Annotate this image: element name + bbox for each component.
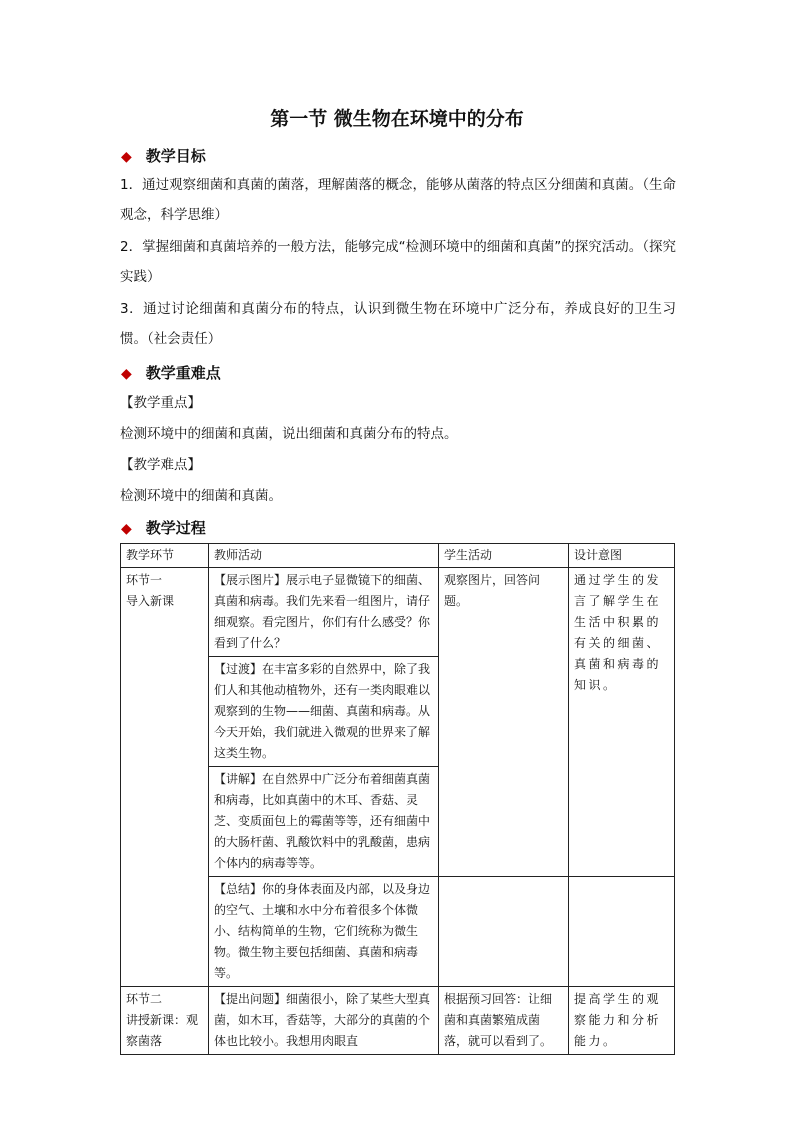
diamond-bullet-icon: ◆ <box>121 149 132 165</box>
teacher-activity-cell: 【提出问题】细菌很小，除了某些大型真菌，如木耳，香菇等，大部分的真菌的个体也比较小。我想用肉眼直 <box>209 987 439 1055</box>
section-heading-key-points: ◆ 教学重难点 <box>121 364 221 382</box>
student-activity-cell: 根据预习回答：让细菌和真菌繁殖成菌落，就可以看到了。 <box>439 987 569 1055</box>
key-points-label: 【教学重点】 <box>120 395 201 411</box>
goal-item-2: 2．掌握细菌和真菌培养的一般方法，能够完成“检测环境中的细菌和真菌”的探究活动。（探究实践） <box>120 239 676 285</box>
page-title: 第一节 微生物在环境中的分布 <box>270 108 524 130</box>
design-intent-cell-empty <box>569 877 675 987</box>
goal-item-3: 3．通过讨论细菌和真菌分布的特点，认识到微生物在环境中广泛分布，养成良好的卫生习惯。（社会责任） <box>120 301 676 347</box>
difficulty-label: 【教学难点】 <box>120 457 201 473</box>
table-row <box>121 568 675 657</box>
design-intent-cell: 提高学生的观察能力和分析能力。 <box>569 987 675 1055</box>
student-activity-cell-empty <box>439 877 569 987</box>
stage-cell: 环节二 讲授新课：观察菌落 <box>121 987 209 1055</box>
header-student-activity: 学生活动 <box>439 544 569 568</box>
design-intent-cell: 通过学生的发言了解学生在生活中积累的有关的细菌、真菌和病毒的知识。 <box>569 568 675 877</box>
difficulty-text: 检测环境中的细菌和真菌。 <box>120 488 282 504</box>
header-teacher-activity: 教师活动 <box>209 544 439 568</box>
teacher-activity-cell: 【展示图片】展示电子显微镜下的细菌、真菌和病毒。我们先来看一组图片，请仔细观察。看完图片，你们有什么感受？你看到了什么？ <box>209 568 439 657</box>
section-heading-goals: ◆ 教学目标 <box>121 147 206 165</box>
diamond-bullet-icon: ◆ <box>121 366 132 382</box>
key-points-text: 检测环境中的细菌和真菌，说出细菌和真菌分布的特点。 <box>120 426 458 442</box>
stage-cell: 环节一 导入新课 <box>121 568 209 987</box>
teacher-activity-cell: 【过渡】在丰富多彩的自然界中，除了我们人和其他动植物外，还有一类肉眼难以观察到的生物——细菌、真菌和病毒。从今天开始，我们就进入微观的世界来了解这类生物。 <box>209 657 439 767</box>
header-stage: 教学环节 <box>121 544 209 568</box>
student-activity-cell: 观察图片，回答问题。 <box>439 568 569 877</box>
lesson-process-table <box>120 543 675 1055</box>
diamond-bullet-icon: ◆ <box>121 521 132 537</box>
teacher-activity-cell: 【讲解】在自然界中广泛分布着细菌真菌和病毒，比如真菌中的木耳、香菇、灵芝、变质面包上的霉菌等等，还有细菌中的大肠杆菌、乳酸饮料中的乳酸菌，患病个体内的病毒等等。 <box>209 767 439 877</box>
goal-item-1: 1．通过观察细菌和真菌的菌落，理解菌落的概念，能够从菌落的特点区分细菌和真菌。（生命观念，科学思维） <box>120 177 676 223</box>
teacher-activity-cell: 【总结】你的身体表面及内部，以及身边的空气、土壤和水中分布着很多个体微小、结构简单的生物，它们统称为微生物。微生物主要包括细菌、真菌和病毒等。 <box>209 877 439 987</box>
section-heading-process: ◆ 教学过程 <box>121 519 206 537</box>
table-header-row <box>121 544 675 568</box>
table-row <box>121 987 675 1055</box>
header-design-intent: 设计意图 <box>569 544 675 568</box>
